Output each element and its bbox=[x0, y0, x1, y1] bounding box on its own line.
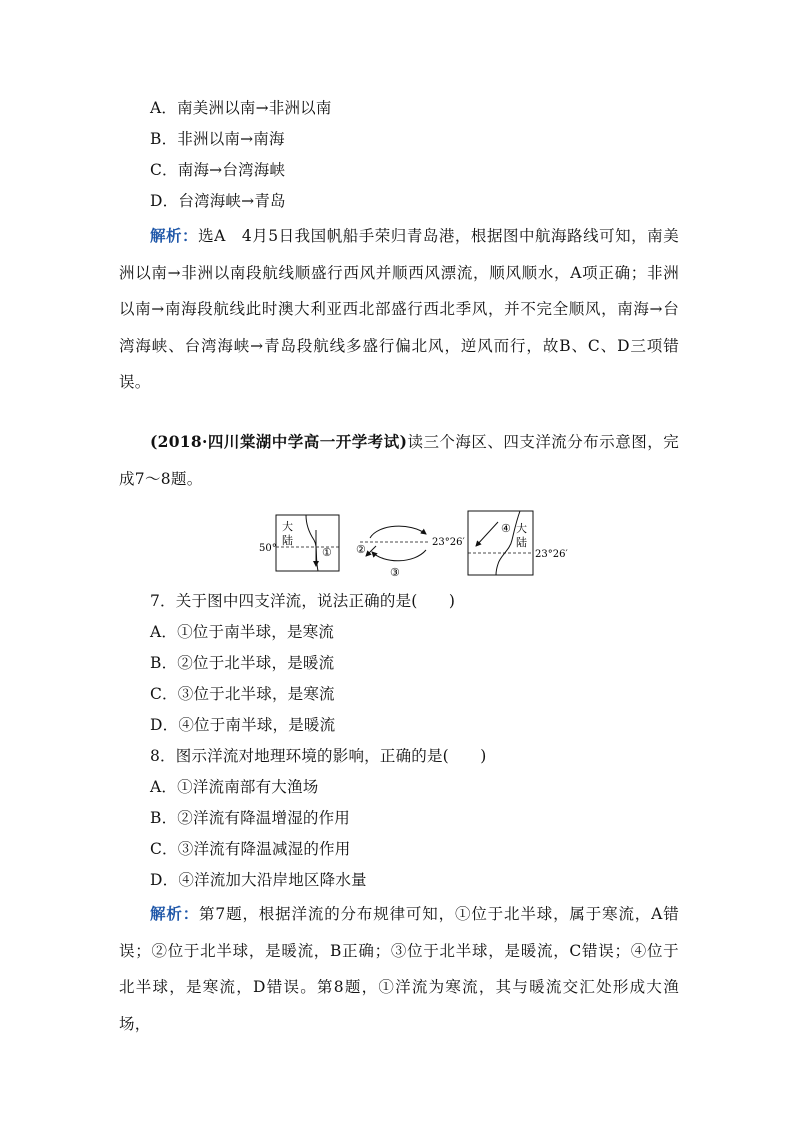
map-1 bbox=[259, 515, 339, 571]
map3-current-label: ④ bbox=[501, 522, 511, 535]
intro-text: 读三个海区、四支洋流分布示意图，完成7～8题。 bbox=[119, 433, 679, 488]
q6-option-d: D．台湾海峡→青岛 bbox=[150, 192, 286, 210]
q6-option-b: B．非洲以南→南海 bbox=[150, 130, 285, 148]
question-intro bbox=[119, 424, 679, 497]
analysis2-text: 第7题，根据洋流的分布规律可知，①位于北半球，属于寒流，A错误；②位于北半球，是暖流，B正确；③位于北半球，是暖流，C错误；④位于北半球，是寒流，D错误。第8题，①洋流为寒流，其与暖流交汇处形成大渔场， bbox=[119, 905, 679, 1033]
ocean-current-diagram bbox=[250, 508, 590, 580]
q7-option-b: B．②位于北半球，是暖流 bbox=[150, 654, 335, 672]
map2-current-bottom: ③ bbox=[390, 566, 400, 579]
q6-option-a: A．南美洲以南→非洲以南 bbox=[150, 99, 332, 117]
q7-option-d: D．④位于南半球，是暖流 bbox=[150, 716, 336, 734]
map1-land-char1: 大 bbox=[282, 520, 293, 533]
map2-current-left: ② bbox=[356, 543, 366, 556]
q8-option-c: C．③洋流有降温减湿的作用 bbox=[150, 840, 351, 858]
q7-option-a: A．①位于南半球，是寒流 bbox=[150, 623, 335, 641]
map-3 bbox=[468, 511, 568, 575]
q8-option-d: D．④洋流加大沿岸地区降水量 bbox=[150, 871, 367, 889]
map2-latitude: 23°26′ bbox=[432, 537, 465, 548]
map1-current-label: ① bbox=[322, 546, 332, 559]
q8-option-a: A．①洋流南部有大渔场 bbox=[150, 778, 319, 796]
q7-stem: 7．关于图中四支洋流，说法正确的是( ) bbox=[150, 592, 456, 610]
q8-option-b: B．②洋流有降温增湿的作用 bbox=[150, 809, 350, 827]
analysis-q7-q8 bbox=[119, 896, 679, 1042]
analysis-label: 解析： bbox=[150, 227, 199, 245]
question-source: (2018·四川棠湖中学高一开学考试) bbox=[150, 432, 408, 451]
map1-land-char2: 陆 bbox=[282, 534, 293, 547]
q7-option-c: C．③位于北半球，是寒流 bbox=[150, 685, 335, 703]
analysis-q6 bbox=[119, 218, 679, 401]
q8-stem: 8．图示洋流对地理环境的影响，正确的是( ) bbox=[150, 747, 487, 765]
map3-land-char2: 陆 bbox=[516, 536, 527, 549]
map3-land-char1: 大 bbox=[516, 522, 527, 535]
map3-latitude: 23°26′ bbox=[535, 549, 568, 560]
analysis-text: 选A 4月5日我国帆船手荣归青岛港，根据图中航海路线可知，南美洲以南→非洲以南段航线顺盛行西风并顺西风漂流，顺风顺水，A项正确；非洲以南→南海段航线此时澳大利亚西北部盛行西北季风，并不完全顺风，南海→台湾海峡、台湾海峡→青岛段航线多盛行偏北风，逆风而行，故B、C、D三项错误。 bbox=[119, 227, 680, 391]
map-2 bbox=[356, 526, 465, 579]
analysis2-label: 解析： bbox=[150, 905, 200, 923]
map1-latitude: 50° bbox=[259, 543, 277, 554]
q6-option-c: C．南海→台湾海峡 bbox=[150, 161, 286, 179]
